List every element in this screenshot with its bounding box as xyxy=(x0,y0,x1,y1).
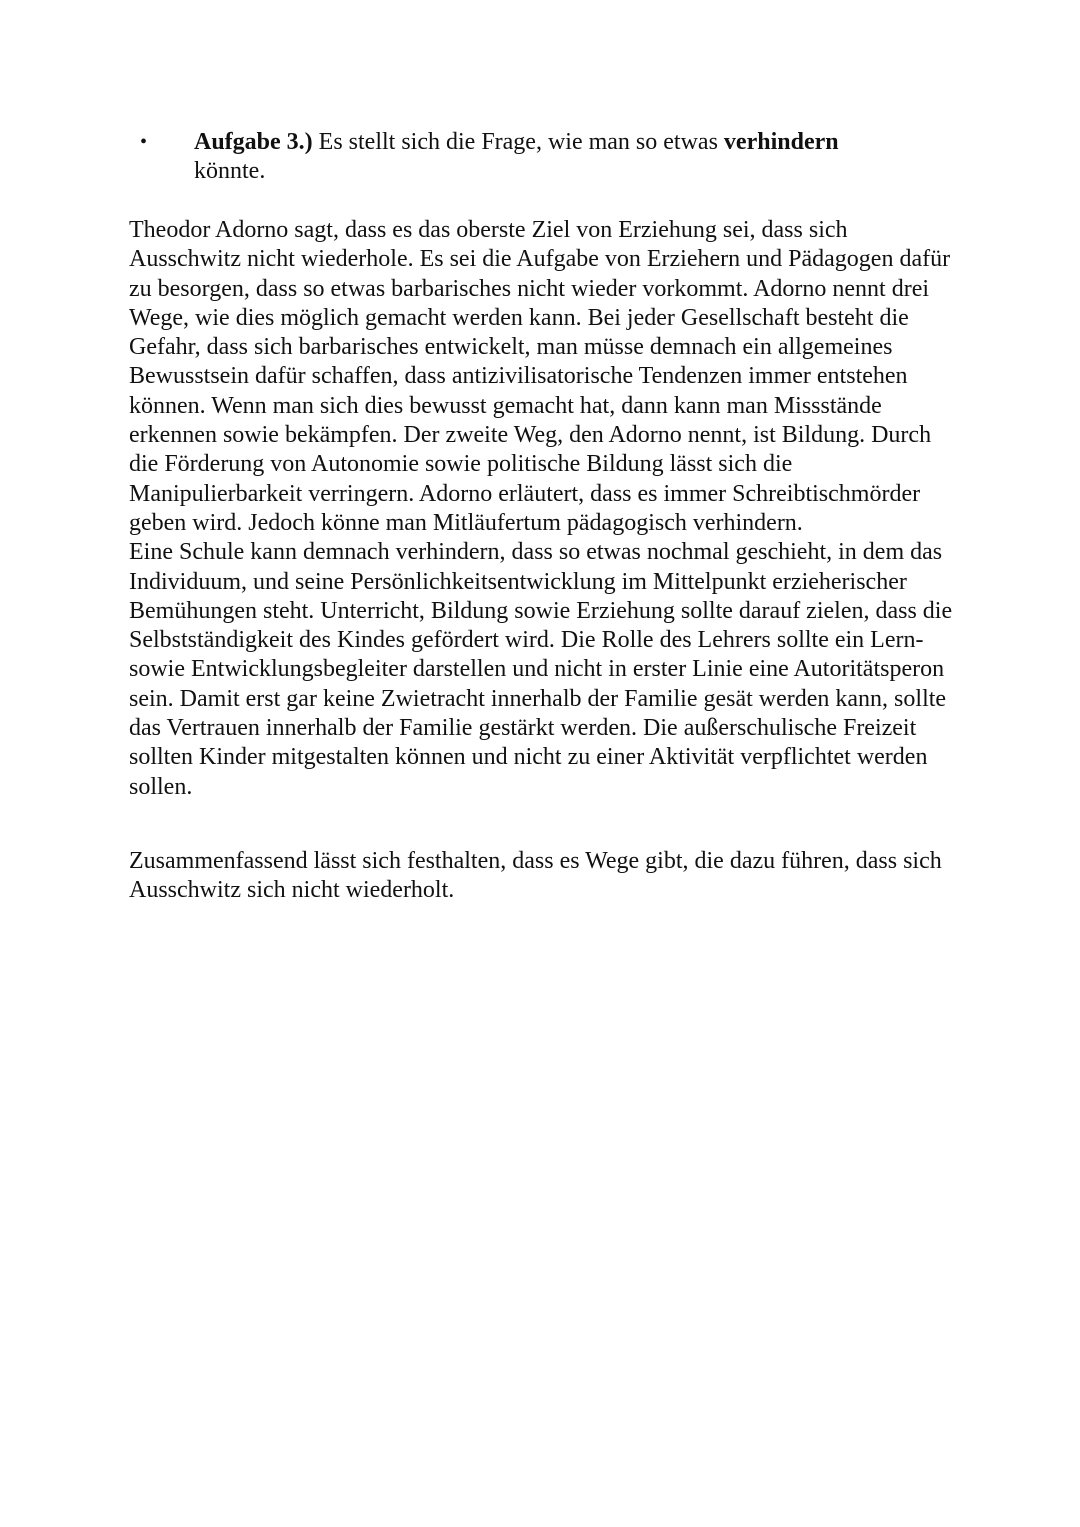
paragraph-conclusion: Zusammenfassend lässt sich festhalten, dass es Wege gibt, die dazu führen, dass sich Ausschwitz sich nicht wiederholt. xyxy=(129,848,942,904)
main-text-block xyxy=(129,216,959,802)
task-label: Aufgabe 3.) xyxy=(194,129,313,155)
conclusion-block xyxy=(129,847,959,906)
task-question-end: könnte. xyxy=(194,158,266,184)
paragraph-school: Eine Schule kann demnach verhindern, dass so etwas nochmal geschieht, in dem das Individuum, und seine Persönlichkeitsentwicklung im Mittelpunkt erzieherischer Bemühungen steht. Unterricht, Bildung sowie Erziehung sollte darauf zielen, dass die Selbstständigkeit des Kindes gefördert wird. Die Rolle des Lehrers sollte ein Lern- sowie Entwicklungsbegleiter darstellen und nicht in erster Linie eine Autoritätsperon sein. Damit erst gar keine Zwietracht innerhalb der Familie gesät werden kann, sollte das Vertrauen innerhalb der Familie gestärkt werden. Die außerschulische Freizeit sollten Kinder mitgestalten können und nicht zu einer Aktivität verpflichtet werden sollen. xyxy=(129,539,953,800)
task-question-text: Es stellt sich die Frage, wie man so etwas xyxy=(312,129,724,155)
task-heading xyxy=(194,128,894,186)
bullet-symbol: • xyxy=(140,131,148,153)
paragraph-adorno: Theodor Adorno sagt, dass es das oberste Ziel von Erziehung sei, dass sich Ausschwitz nicht wiederhole. Es sei die Aufgabe von Erziehern und Pädagogen dafür zu besorgen, dass so etwas barbarisches nicht wieder vorkommt. Adorno nennt drei Wege, wie dies möglich gemacht werden kann. Bei jeder Gesellschaft besteht die Gefahr, dass sich barbarisches entwickelt, man müsse demnach ein allgemeines Bewusstsein dafür schaffen, dass antizivilisatorische Tendenzen immer entstehen können. Wenn man sich dies bewusst gemacht hat, dann kann man Missstände erkennen sowie bekämpfen. Der zweite Weg, den Adorno nennt, ist Bildung. Durch die Förderung von Autonomie sowie politische Bildung lässt sich die Manipulierbarkeit verringern. Adorno erläutert, dass es immer Schreibtischmörder geben wird. Jedoch könne man Mitläufertum pädagogisch verhindern. xyxy=(129,217,951,536)
task-bullet-item xyxy=(140,128,940,186)
task-emphasis-word: verhindern xyxy=(723,129,839,155)
